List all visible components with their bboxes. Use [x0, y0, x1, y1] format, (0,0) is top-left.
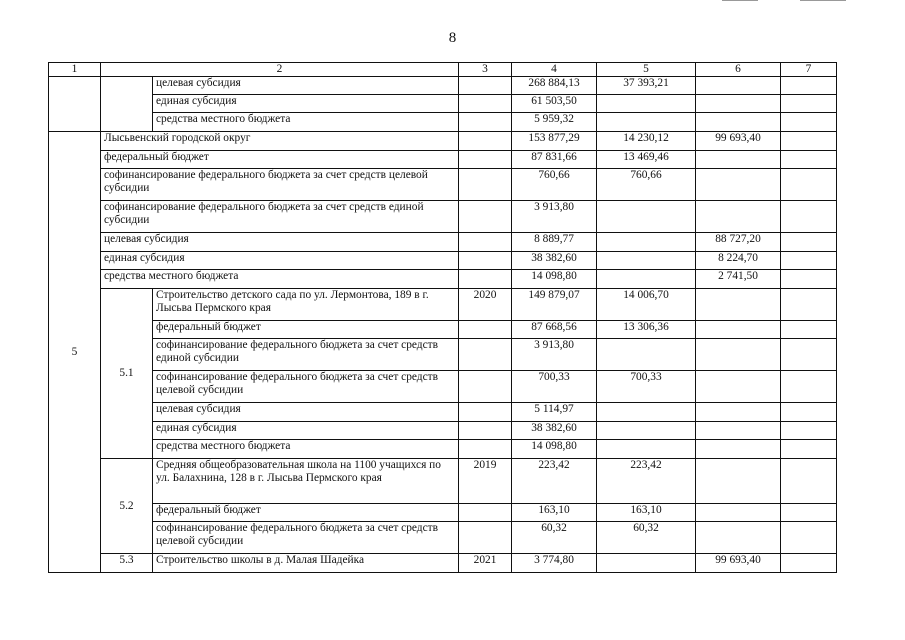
header-cell: 5 [597, 63, 696, 77]
amount-cell [696, 77, 781, 95]
header-cell: 4 [512, 63, 597, 77]
amount-cell: 223,42 [512, 459, 597, 504]
amount-cell [696, 151, 781, 169]
amount-cell: 149 879,07 [512, 289, 597, 321]
amount-cell: 87 668,56 [512, 321, 597, 339]
amount-cell [696, 459, 781, 504]
year-cell [459, 233, 512, 252]
table-row [49, 522, 837, 554]
amount-cell: 3 913,80 [512, 339, 597, 371]
amount-cell [597, 403, 696, 422]
table-row [49, 459, 837, 504]
year-cell [459, 77, 512, 95]
amount-cell [781, 504, 837, 522]
year-cell [459, 371, 512, 403]
amount-cell: 14 230,12 [597, 132, 696, 151]
subsection-number: 5.2 [101, 459, 153, 554]
amount-cell [597, 339, 696, 371]
amount-cell: 2 741,50 [696, 270, 781, 289]
table-row [49, 77, 837, 95]
amount-cell: 38 382,60 [512, 252, 597, 270]
amount-cell: 88 727,20 [696, 233, 781, 252]
table-row [49, 504, 837, 522]
amount-cell [696, 169, 781, 201]
amount-cell: 268 884,13 [512, 77, 597, 95]
table-row [49, 554, 837, 573]
year-cell [459, 440, 512, 459]
year-cell [459, 522, 512, 554]
amount-cell [696, 440, 781, 459]
amount-cell [696, 289, 781, 321]
amount-cell [781, 422, 837, 440]
amount-cell [781, 132, 837, 151]
subsection-number: 5.1 [101, 289, 153, 459]
amount-cell: 99 693,40 [696, 132, 781, 151]
amount-cell [781, 554, 837, 573]
table-row [49, 422, 837, 440]
row-name: единая субсидия [153, 422, 459, 440]
row-name: Строительство школы в д. Малая Шадейка [153, 554, 459, 573]
amount-cell: 13 306,36 [597, 321, 696, 339]
row-name: Лысьвенский городской округ [101, 132, 459, 151]
amount-cell [597, 554, 696, 573]
amount-cell [781, 169, 837, 201]
row-name: федеральный бюджет [153, 321, 459, 339]
year-cell [459, 339, 512, 371]
row-name: средства местного бюджета [153, 440, 459, 459]
table-row [49, 201, 837, 233]
amount-cell: 5 959,32 [512, 113, 597, 132]
year-cell [459, 403, 512, 422]
amount-cell: 60,32 [512, 522, 597, 554]
row-name: софинансирование федерального бюджета за счет средств целевой субсидии [153, 522, 459, 554]
year-cell: 2021 [459, 554, 512, 573]
empty-cell [101, 77, 153, 132]
amount-cell: 153 877,29 [512, 132, 597, 151]
amount-cell: 8 224,70 [696, 252, 781, 270]
row-name: федеральный бюджет [101, 151, 459, 169]
table-row [49, 95, 837, 113]
row-name: целевая субсидия [153, 77, 459, 95]
amount-cell [781, 201, 837, 233]
amount-cell [696, 504, 781, 522]
amount-cell [781, 252, 837, 270]
amount-cell: 760,66 [597, 169, 696, 201]
amount-cell: 14 098,80 [512, 270, 597, 289]
row-name: целевая субсидия [101, 233, 459, 252]
amount-cell [696, 113, 781, 132]
row-name: целевая субсидия [153, 403, 459, 422]
amount-cell [597, 270, 696, 289]
amount-cell: 61 503,50 [512, 95, 597, 113]
header-cell: 1 [49, 63, 101, 77]
amount-cell [696, 422, 781, 440]
row-name: средства местного бюджета [153, 113, 459, 132]
year-cell: 2020 [459, 289, 512, 321]
amount-cell: 5 114,97 [512, 403, 597, 422]
amount-cell [781, 95, 837, 113]
row-name: софинансирование федерального бюджета за счет средств целевой субсидии [101, 169, 459, 201]
section-number: 5 [49, 132, 101, 573]
table-row [49, 339, 837, 371]
amount-cell: 14 006,70 [597, 289, 696, 321]
amount-cell [597, 113, 696, 132]
table-row [49, 169, 837, 201]
table-row [49, 403, 837, 422]
amount-cell [781, 459, 837, 504]
table-row [49, 321, 837, 339]
year-cell [459, 270, 512, 289]
amount-cell [781, 151, 837, 169]
year-cell: 2019 [459, 459, 512, 504]
page-number: 8 [448, 30, 457, 46]
amount-cell [781, 321, 837, 339]
row-name: софинансирование федерального бюджета за счет средств единой субсидии [101, 201, 459, 233]
table-row [49, 440, 837, 459]
row-name: единая субсидия [101, 252, 459, 270]
amount-cell: 14 098,80 [512, 440, 597, 459]
amount-cell [597, 233, 696, 252]
table-row [49, 132, 837, 151]
year-cell [459, 132, 512, 151]
amount-cell [781, 233, 837, 252]
year-cell [459, 504, 512, 522]
amount-cell: 13 469,46 [597, 151, 696, 169]
table-row [49, 151, 837, 169]
amount-cell [597, 95, 696, 113]
amount-cell [781, 371, 837, 403]
year-cell [459, 151, 512, 169]
table-row [49, 371, 837, 403]
year-cell [459, 201, 512, 233]
amount-cell [696, 522, 781, 554]
amount-cell [696, 403, 781, 422]
amount-cell: 760,66 [512, 169, 597, 201]
amount-cell: 700,33 [597, 371, 696, 403]
header-cell: 2 [101, 63, 459, 77]
amount-cell: 60,32 [597, 522, 696, 554]
amount-cell [781, 403, 837, 422]
amount-cell [597, 252, 696, 270]
row-name: софинансирование федерального бюджета за счет средств целевой субсидии [153, 371, 459, 403]
amount-cell [781, 440, 837, 459]
amount-cell [696, 321, 781, 339]
year-cell [459, 169, 512, 201]
amount-cell: 223,42 [597, 459, 696, 504]
year-cell [459, 113, 512, 132]
amount-cell [597, 201, 696, 233]
subsection-number: 5.3 [101, 554, 153, 573]
budget-table [48, 62, 837, 573]
table-row [49, 270, 837, 289]
year-cell [459, 95, 512, 113]
amount-cell [781, 77, 837, 95]
amount-cell [781, 270, 837, 289]
amount-cell [696, 201, 781, 233]
header-cell: 7 [781, 63, 837, 77]
amount-cell: 8 889,77 [512, 233, 597, 252]
row-name: софинансирование федерального бюджета за счет средств единой субсидии [153, 339, 459, 371]
table-row [49, 289, 837, 321]
amount-cell: 87 831,66 [512, 151, 597, 169]
amount-cell [781, 289, 837, 321]
header-row [49, 63, 837, 77]
header-cell: 3 [459, 63, 512, 77]
amount-cell: 163,10 [597, 504, 696, 522]
row-name: федеральный бюджет [153, 504, 459, 522]
amount-cell: 700,33 [512, 371, 597, 403]
row-name: Средняя общеобразовательная школа на 1100 учащихся по ул. Балахнина, 128 в г. Лысьва Пермского края [153, 459, 459, 504]
amount-cell: 163,10 [512, 504, 597, 522]
amount-cell: 99 693,40 [696, 554, 781, 573]
year-cell [459, 422, 512, 440]
row-name: Строительство детского сада по ул. Лермонтова, 189 в г. Лысьва Пермского края [153, 289, 459, 321]
table-row [49, 113, 837, 132]
year-cell [459, 252, 512, 270]
amount-cell [597, 440, 696, 459]
amount-cell: 38 382,60 [512, 422, 597, 440]
year-cell [459, 321, 512, 339]
amount-cell: 37 393,21 [597, 77, 696, 95]
amount-cell [696, 95, 781, 113]
header-cell: 6 [696, 63, 781, 77]
amount-cell: 3 774,80 [512, 554, 597, 573]
amount-cell [597, 422, 696, 440]
amount-cell [696, 339, 781, 371]
amount-cell [781, 113, 837, 132]
empty-cell [49, 77, 101, 132]
amount-cell: 3 913,80 [512, 201, 597, 233]
amount-cell [781, 522, 837, 554]
row-name: средства местного бюджета [101, 270, 459, 289]
amount-cell [781, 339, 837, 371]
table-row [49, 252, 837, 270]
amount-cell [696, 371, 781, 403]
row-name: единая субсидия [153, 95, 459, 113]
table-row [49, 233, 837, 252]
